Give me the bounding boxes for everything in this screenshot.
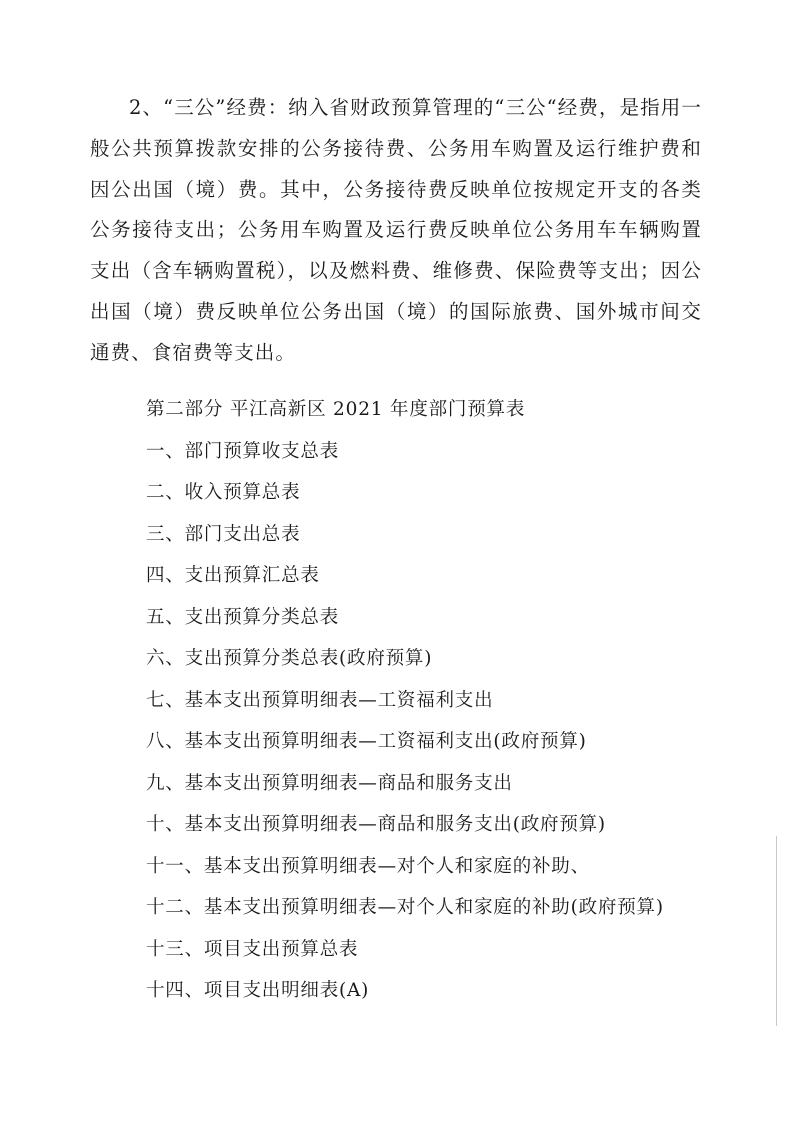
list-item: 一、部门预算收支总表 [146, 440, 340, 462]
list-item: 七、基本支出预算明细表—工资福利支出 [146, 689, 494, 711]
scan-edge-line [776, 836, 777, 1026]
list-item: 六、支出预算分类总表(政府预算) [146, 648, 433, 669]
list-item: 十三、项目支出预算总表 [146, 938, 359, 960]
list-item: 二、收入预算总表 [146, 482, 301, 503]
list-item: 八、基本支出预算明细表—工资福利支出(政府预算) [146, 731, 587, 752]
section-heading: 第二部分 平江高新区 2021 年度部门预算表 [146, 399, 526, 420]
list-item: 九、基本支出预算明细表—商品和服务支出 [146, 772, 513, 794]
budget-table-list [146, 389, 664, 1012]
list-item: 三、部门支出总表 [146, 523, 301, 545]
list-item: 十、基本支出预算明细表—商品和服务支出(政府预算) [146, 814, 606, 835]
list-item: 十四、项目支出明细表(A) [146, 980, 370, 1001]
list-item: 五、支出预算分类总表 [146, 606, 340, 628]
list-item: 十一、基本支出预算明细表—对个人和家庭的补助、 [146, 855, 590, 877]
list-item: 四、支出预算汇总表 [146, 565, 320, 586]
three-public-expenses-paragraph: 2、“三公”经费：纳入省财政预算管理的“三公“经费，是指用一般公共预算拨款安排的公务接待费、公务用车购置及运行维护费和因公出国（境）费。其中，公务接待费反映单位按规定开支的各类公务接待支出；公务用车购置及运行费反映单位公务用车车辆购置支出（含车辆购置税），以及燃料费、维修费、保险费等支出；因公出国（境）费反映单位公务出国（境）的国际旅费、国外城市间交通费、食宿费等支出。 [90, 96, 702, 364]
list-item: 十二、基本支出预算明细表—对个人和家庭的补助(政府预算) [146, 897, 664, 918]
